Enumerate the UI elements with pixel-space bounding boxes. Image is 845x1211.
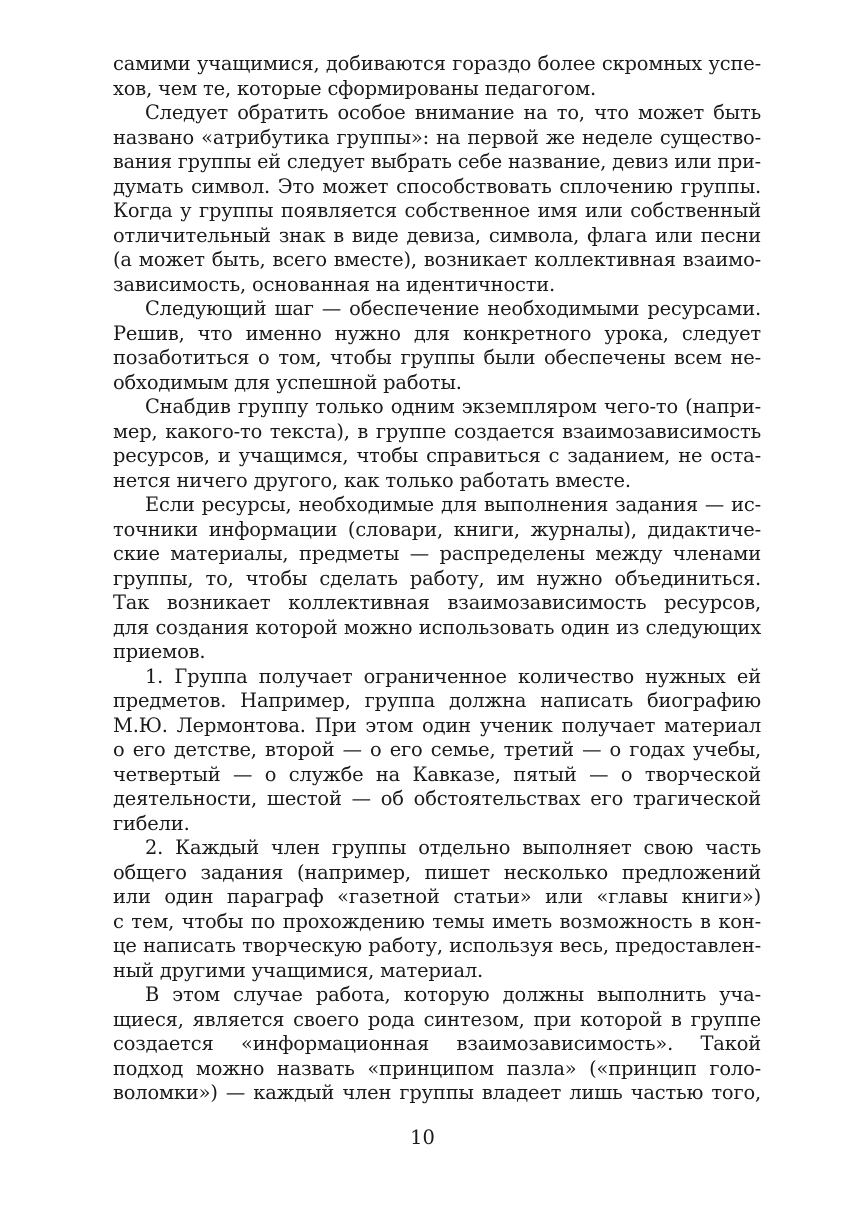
text-line: о его детстве, второй — о его семье, третий — о годах учебы, <box>113 738 761 761</box>
text-line: хов, чем те, которые сформированы педагогом. <box>113 76 597 100</box>
text-line: 1. Группа получает ограниченное количество нужных ей <box>145 664 761 688</box>
text-line: нется ничего другого, как только работать вместе. <box>113 468 631 492</box>
text-line: точники информации (словари, книги, журналы), дидактиче- <box>113 517 761 541</box>
text-line: ресурсов, и учащимся, чтобы справиться с заданием, не оста- <box>113 444 761 467</box>
text-line: группы, то, чтобы сделать работу, им нужно объединиться. <box>113 566 761 590</box>
text-line: вания группы ей следует выбрать себе название, девиз или при- <box>113 150 761 173</box>
text-line: деятельности, шестой — об обстоятельствах его трагической <box>113 787 761 810</box>
page-text <box>113 52 761 1106</box>
text-line: ские материалы, предметы — распределены между членами <box>113 542 761 565</box>
text-line: позаботиться о том, чтобы группы были обеспечены всем не- <box>113 346 761 369</box>
text-line: Если ресурсы, необходимые для выполнения задания — ис- <box>145 493 761 516</box>
text-line: ный другими учащимися, материал. <box>113 958 484 982</box>
text-line: щиеся, является своего рода синтезом, при которой в группе <box>113 1007 761 1031</box>
text-line: четвертый — о службе на Кавказе, пятый — о творческой <box>113 762 761 786</box>
text-line: для создания которой можно использовать один из следующих <box>113 615 761 639</box>
text-line: мер, какого-то текста), в группе создается взаимозависимость <box>113 419 761 443</box>
text-line: воломки») — каждый член группы владеет лишь частью того, <box>113 1081 761 1104</box>
text-line: це написать творческую работу, используя весь, предоставлен- <box>113 934 761 957</box>
text-line: думать символ. Это может способствовать сплочению группы. <box>113 174 761 198</box>
text-line: обходимым для успешной работы. <box>113 370 462 394</box>
text-line: (а может быть, всего вместе), возникает коллективная взаимо- <box>113 248 761 271</box>
text-line: названо «атрибутика группы»: на первой же неделе существо- <box>113 125 761 149</box>
text-line: отличительный знак в виде девиза, символа, флага или песни <box>113 223 761 247</box>
text-line: Следующий шаг — обеспечение необходимыми ресурсами. <box>145 297 761 320</box>
text-line: М.Ю. Лермонтова. При этом один ученик получает материал <box>113 713 761 737</box>
text-line: гибели. <box>113 811 190 835</box>
text-line: приемов. <box>113 640 206 663</box>
text-line: Следует обратить особое внимание на то, что может быть <box>145 101 761 124</box>
text-line: самими учащимися, добиваются гораздо более скромных успе- <box>113 52 761 75</box>
page-number: 10 <box>410 1126 435 1149</box>
text-line: предметов. Например, группа должна написать биографию <box>113 689 761 712</box>
text-line: создается «информационная взаимозависимость». Такой <box>113 1032 761 1055</box>
text-line: подход можно назвать «принципом пазла» («принцип голо- <box>113 1056 761 1080</box>
text-line: В этом случае работа, которую должны выполнить уча- <box>145 983 761 1006</box>
text-line: с тем, чтобы по прохождению темы иметь возможность в кон- <box>113 909 761 933</box>
text-line: Так возникает коллективная взаимозависимость ресурсов, <box>113 591 761 614</box>
text-line: Решив, что именно нужно для конкретного урока, следует <box>113 321 761 345</box>
text-line: Снабдив группу только одним экземпляром чего-то (напри- <box>145 395 761 418</box>
text-line: общего задания (например, пишет несколько предложений <box>113 860 761 884</box>
text-line: или один параграф «газетной статьи» или «главы книги») <box>113 885 761 908</box>
text-line: 2. Каждый член группы отдельно выполняет свою часть <box>145 836 761 859</box>
text-line: зависимость, основанная на идентичности. <box>113 272 556 296</box>
text-line: Когда у группы появляется собственное имя или собственный <box>113 199 761 222</box>
